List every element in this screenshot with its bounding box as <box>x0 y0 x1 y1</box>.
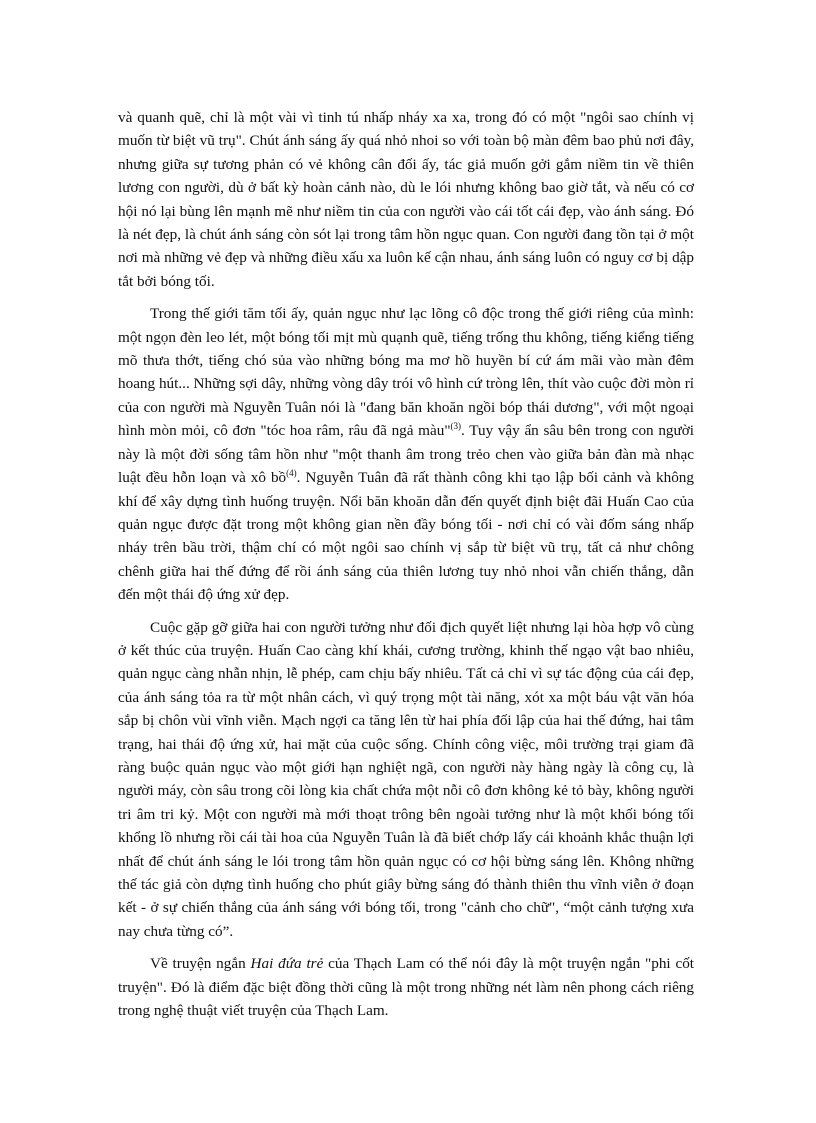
document-page <box>118 106 694 1022</box>
footnote-ref-3: (3) <box>450 421 462 432</box>
paragraph-4 <box>118 952 694 1022</box>
paragraph-4-lead: Về truyện ngắn <box>150 955 251 973</box>
paragraph-2 <box>118 302 694 606</box>
paragraph-2-part-3: . Nguyễn Tuân đã rất thành công khi tạo lập bối cảnh và không khí để xây dựng tình huống truyện. Nổi băn khoăn dẫn đến quyết định biệt đãi Huấn Cao của quản ngục được đặt trong một không gian nền đầy bóng tối - nơi chỉ có vài đốm sáng nhấp nháy trên bầu trời, thậm chí có một ngôi sao chính vị sắp từ biệt vũ trụ, tất cả như chông chênh giữa hai thế đứng để rồi ánh sáng của thiên lương tuy nhỏ nhoi vẫn chiến thắng, dẫn đến một thái độ ứng xử đẹp. <box>118 469 694 604</box>
paragraph-3: Cuộc gặp gỡ giữa hai con người tưởng như đối địch quyết liệt nhưng lại hòa hợp vô cùng ở kết thúc của truyện. Huấn Cao càng khí khái, cương trường, khinh thế ngạo vật bao nhiêu, quản ngục càng nhẫn nhịn, lễ phép, cam chịu bấy nhiêu. Tất cả chỉ vì sự tác động của cái đẹp, của ánh sáng tỏa ra từ một nhân cách, vì quý trọng một tài năng, xót xa một báu vật văn hóa sắp bị chôn vùi vĩnh viễn. Mạch ngợi ca tăng lên từ hai phía đối lập của hai thế đứng, hai tâm trạng, hai thái độ ứng xử, hai mặt của cuộc sống. Chính công việc, môi trường trại giam đã ràng buộc quản ngục vào một giới hạn nghiệt ngã, con người này hàng ngày là công cụ, là người máy, còn sâu trong cõi lòng kia chất chứa một nỗi cô đơn không kẻ tỏ bày, không người tri âm tri kỷ. Một con người mà mới thoạt trông bên ngoài tưởng như là một khối bóng tối khổng lồ nhưng rồi cái tài hoa của Nguyễn Tuân là đã biết chớp lấy cái khoảnh khắc thuận lợi nhất để chút ánh sáng le lói trong tâm hồn quản ngục có cơ hội bừng sáng lên. Không những thế tác giả còn dựng tình huống cho phút giây bừng sáng đó thành thiên thu vĩnh viễn ở đoạn kết - ở sự chiến thắng của ánh sáng với bóng tối, trong "cảnh cho chữ", “một cảnh tượng xưa nay chưa từng có”. <box>118 618 694 940</box>
paragraph-4-rest: của Thạch Lam có thể nói đây là một truyện ngắn "phi cốt truyện". Đó là điểm đặc biệt đồng thời cũng là một trong những nét làm nên phong cách riêng trong nghệ thuật viết truyện của Thạch Lam. <box>118 955 695 1020</box>
story-title: Hai đứa trẻ <box>250 955 324 973</box>
footnote-ref-4: (4) <box>286 468 297 479</box>
paragraph-2-part-2: . Tuy vậy ẩn sâu bên trong con người này là một đời sống tâm hồn như "một thanh âm trong trẻo chen vào giữa bản đàn mà nhạc luật đều hỗn loạn và xô bồ <box>118 422 694 487</box>
paragraph-1: và quanh quẽ, chỉ là một vài vì tinh tú nhấp nháy xa xa, trong đó có một "ngôi sao chính vị muốn từ biệt vũ trụ". Chút ánh sáng ấy quá nhỏ nhoi so với toàn bộ màn đêm bao phủ nơi đây, nhưng giữa sự tương phản có vẻ không cân đối ấy, tác giả muốn gởi gắm niềm tin về thiên lương con người, dù ở bất kỳ hoàn cảnh nào, dù le lói nhưng không bao giờ tắt, và nếu có cơ hội nó lại bùng lên mạnh mẽ như niềm tin của con người vào cái tốt cái đẹp, vào ánh sáng. Đó là nét đẹp, là chút ánh sáng còn sót lại trong tâm hồn ngục quan. Con người đang tồn tại ở một nơi mà những vẻ đẹp và những điều xấu xa luôn kế cận nhau, ánh sáng luôn có nguy cơ bị dập tắt bởi bóng tối. <box>118 109 694 290</box>
paragraph-2-part-1: Trong thế giới tăm tối ấy, quản ngục như lạc lõng cô độc trong thế giới riêng của mình: một ngọn đèn leo lét, một bóng tối mịt mù quạnh quẽ, tiếng trống thu không, tiếng kiểng tiếng mõ thưa thớt, tiếng chó sủa vào những bóng ma mơ hồ huyền bí cứ ám mãi vào màn đêm hoang hút... Những sợi dây, những vòng dây trói vô hình cứ tròng lên, thít vào cuộc đời mòn rỉ của con người mà Nguyễn Tuân nói là "đang băn khoăn ngồi bóp thái dương", với một ngoại hình mòn mỏi, cô đơn "tóc hoa râm, râu đã ngả màu" <box>118 305 694 440</box>
